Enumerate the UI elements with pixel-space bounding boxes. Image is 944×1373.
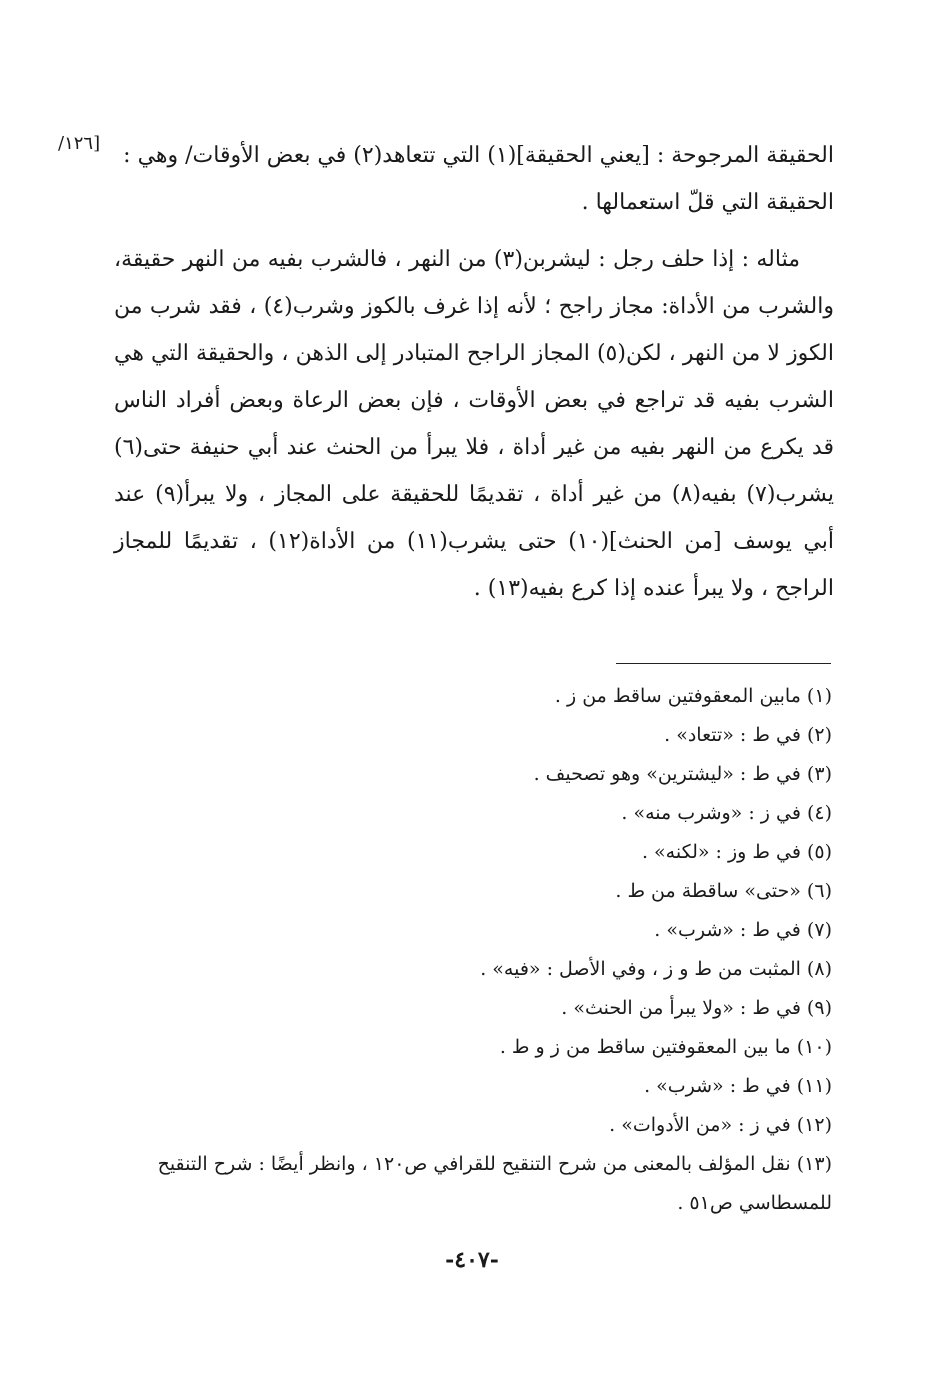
margin-page-reference: [١٢٦/ [58, 133, 101, 154]
footnote-separator [616, 663, 831, 664]
footnotes-list [112, 677, 832, 1223]
paragraph-definition: الحقيقة المرجوحة : [يعني الحقيقة](١) التي تتعاهد(٢) في بعض الأوقات/ وهي : الحقيقة التي قلّ استعمالها . [123, 143, 834, 215]
footnote-7: (٧) في ط : «شرب» . [654, 919, 832, 941]
footnote-11: (١١) في ط : «شرب» . [644, 1075, 832, 1097]
paragraph-example: مثاله : إذا حلف رجل : ليشربن(٣) من النهر ، فالشرب بفيه من النهر حقيقة، والشرب من الأداة: مجاز راجح ؛ لأنه إذا غرف بالكوز وشرب(٤) ، فقد شرب من الكوز لا من النهر ، لكن(٥) المجاز الراجح المتبادر إلى الذهن ، والحقيقة التي هي الشرب بفيه قد تراجع في بعض الأوقات ، فإن بعض الرعاة وبعض أفراد الناس قد يكرع من النهر بفيه من غير أداة ، فلا يبرأ من الحنث عند أبي حنيفة حتى(٦) يشرب(٧) بفيه(٨) من غير أداة ، تقديمًا للحقيقة على المجاز ، ولا يبرأ(٩) عند أبي يوسف [من الحنث](١٠) حتى يشرب(١١) من الأداة(١٢) ، تقديمًا للمجاز الراجح ، ولا يبرأ عنده إذا كرع بفيه(١٣) . [114, 247, 834, 601]
footnote-9: (٩) في ط : «ولا يبرأ من الحنث» . [561, 997, 832, 1019]
footnote-13: (١٣) نقل المؤلف بالمعنى من شرح التنقيح للقرافي ص١٢٠ ، وانظر أيضًا : شرح التنقيح للمسطاسي ص٥١ . [157, 1153, 832, 1214]
footnote-1: (١) مابين المعقوفتين ساقط من ز . [554, 685, 832, 707]
page-number: -٤٠٧- [445, 1247, 499, 1273]
footnote-10: (١٠) ما بين المعقوفتين ساقط من ز و ط . [499, 1036, 832, 1058]
footnote-5: (٥) في ط وز : «لكنه» . [641, 841, 832, 863]
footnote-2: (٢) في ط : «تتعاد» . [664, 724, 832, 746]
main-text [114, 132, 834, 612]
footnote-3: (٣) في ط : «ليشترين» وهو تصحيف . [533, 763, 832, 785]
footnote-6: (٦) «حتى» ساقطة من ط . [615, 880, 832, 902]
footnote-4: (٤) في ز : «وشرب منه» . [621, 802, 832, 824]
footnote-8: (٨) المثبت من ط و ز ، وفي الأصل : «فيه» . [480, 958, 832, 980]
footnote-12: (١٢) في ز : «من الأدوات» . [609, 1114, 832, 1136]
